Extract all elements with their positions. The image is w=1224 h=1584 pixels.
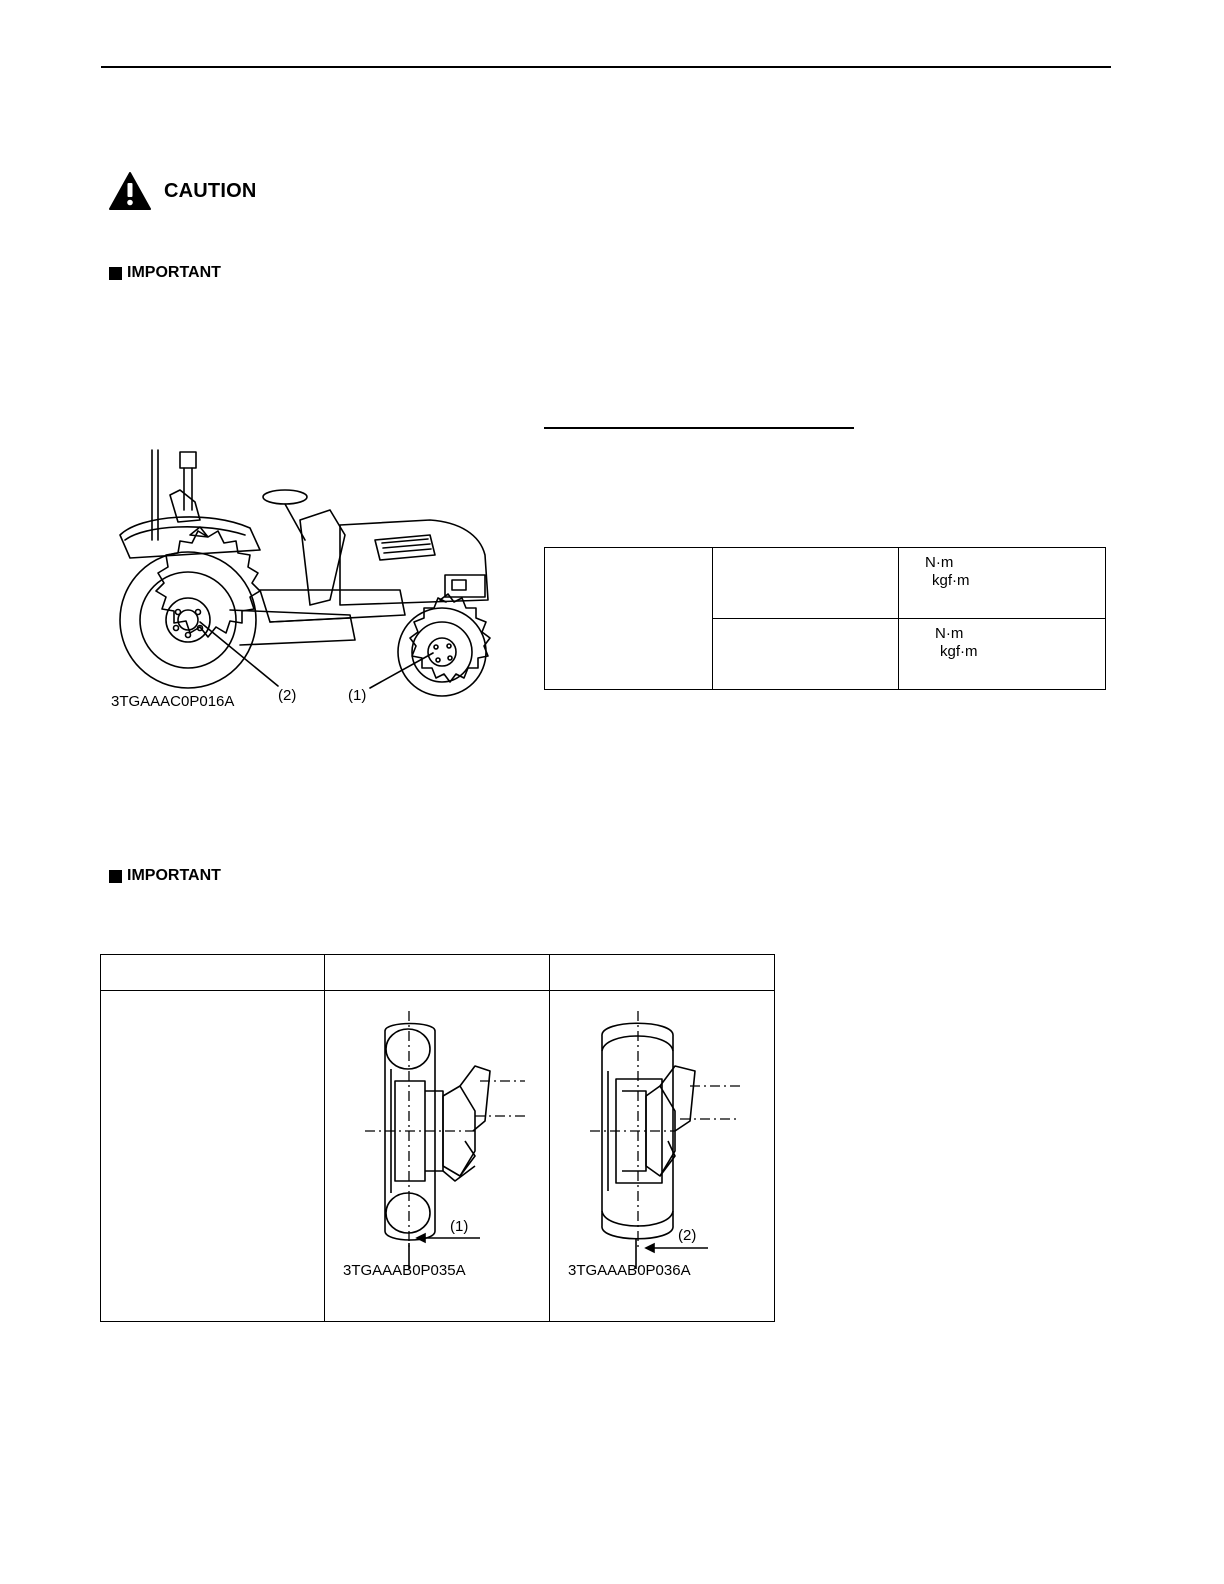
tractor-figure [100,440,520,720]
torque-table-row2-value [899,619,1106,690]
section-underline [544,427,854,429]
header-rule [101,66,1111,68]
caution-title: CAUTION [164,179,257,202]
torque-row2-unit-nm: N·m [935,625,964,642]
torque-table-label-cell [545,548,713,690]
wheel-right-callout: (2) [678,1227,697,1244]
warning-triangle-icon [108,171,152,211]
tractor-callout-1: (1) [348,687,367,704]
important-label-2: IMPORTANT [127,867,221,884]
square-bullet-icon [109,267,122,280]
wheel-table-left-figure-cell [325,991,550,1322]
wheel-figure-right [550,991,774,1291]
torque-table-row1-value [899,548,1106,619]
square-bullet-icon [109,870,122,883]
wheel-right-code: 3TGAAAB0P036A [568,1262,691,1279]
tractor-figure-code: 3TGAAAC0P016A [111,693,235,710]
important-label-1: IMPORTANT [127,264,221,281]
wheel-position-table [100,954,775,1322]
wheel-left-code: 3TGAAAB0P035A [343,1262,466,1279]
wheel-table-right-figure-cell [550,991,775,1322]
wheel-table-header-1 [101,955,325,991]
torque-table-row2-spec [713,619,899,690]
wheel-left-callout: (1) [450,1218,469,1235]
wheel-table-header-2 [325,955,550,991]
torque-row1-unit-nm: N·m [925,554,954,571]
torque-table [544,547,1106,690]
torque-row1-unit-kgfm: kgf·m [932,572,970,589]
important-heading-2 [109,867,221,885]
caution-heading [108,169,257,213]
tractor-illustration [100,440,520,720]
wheel-table-header-3 [550,955,775,991]
wheel-figure-left [325,991,549,1291]
tractor-callout-2: (2) [278,687,297,704]
wheel-table-label-cell [101,991,325,1322]
torque-table-row1-spec [713,548,899,619]
torque-row2-unit-kgfm: kgf·m [940,643,978,660]
important-heading-1 [109,264,221,282]
